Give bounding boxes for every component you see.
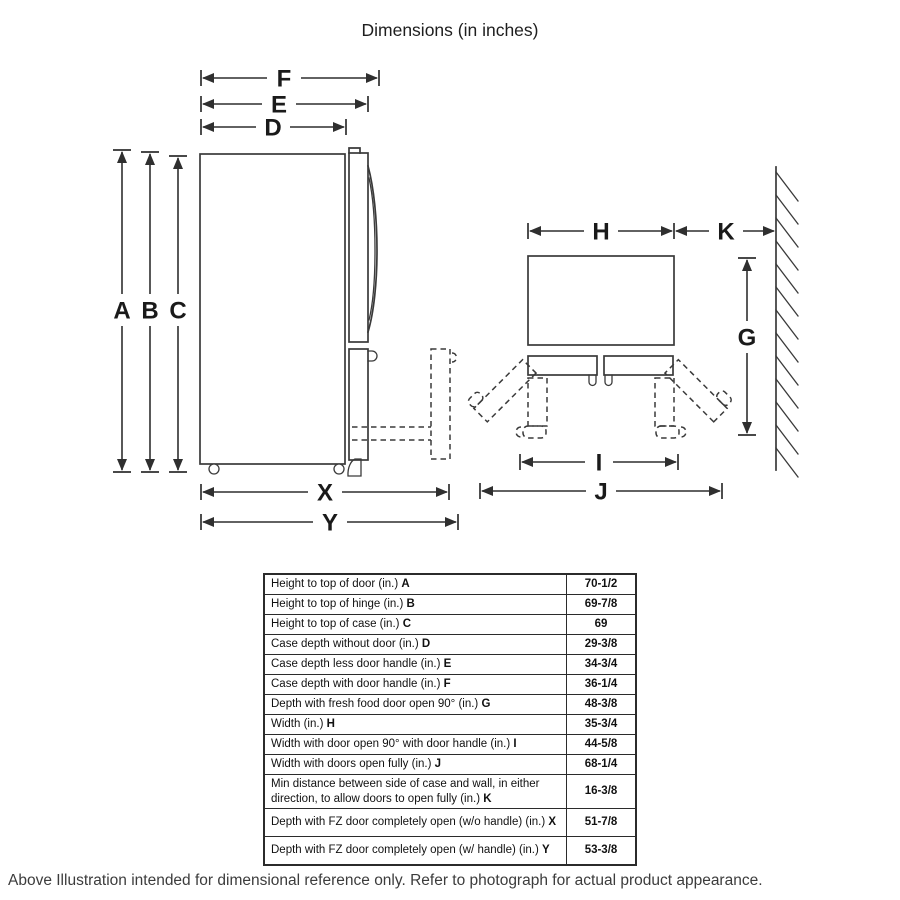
svg-text:G: G <box>737 324 757 352</box>
dimension-label: Width (in.) H <box>264 715 567 735</box>
dimension-letter: A <box>401 578 410 591</box>
svg-text:A: A <box>113 297 131 325</box>
left-door-handle <box>589 375 596 386</box>
dimension-value: 69 <box>567 615 637 635</box>
page-title: Dimensions (in inches) <box>361 20 539 40</box>
svg-text:D: D <box>264 114 282 142</box>
dimension-value: 44-5/8 <box>567 735 637 755</box>
dimension-label: Height to top of case (in.) C <box>264 615 567 635</box>
dimension-letter: I <box>513 738 517 751</box>
dimension-value: 29-3/8 <box>567 635 637 655</box>
left-door-closed <box>528 356 597 375</box>
dimensions-table <box>263 573 637 866</box>
table-row <box>264 635 636 655</box>
dimension-value: 34-3/4 <box>567 655 637 675</box>
dim-E-arrow <box>201 92 368 119</box>
table-row <box>264 735 636 755</box>
footer-note: Above Illustration intended for dimensional reference only. Refer to photograph for actual product appearance. <box>8 872 763 889</box>
dimension-label: Depth with fresh food door open 90° (in.) G <box>264 695 567 715</box>
dim-K-arrow <box>676 219 774 246</box>
dimension-label: Depth with FZ door completely open (w/o handle) (in.) X <box>264 809 567 837</box>
dimension-value: 48-3/8 <box>567 695 637 715</box>
table-row <box>264 837 636 866</box>
svg-text:I: I <box>595 449 603 477</box>
svg-text:F: F <box>276 65 292 93</box>
table-row <box>264 809 636 837</box>
svg-text:B: B <box>141 297 159 325</box>
svg-text:H: H <box>592 218 610 246</box>
dimension-label: Case depth without door (in.) D <box>264 635 567 655</box>
dimension-letter: E <box>443 658 452 671</box>
dimension-letter: F <box>443 678 451 691</box>
right-door-open-full-dashed <box>665 353 734 422</box>
dim-F-arrow <box>201 66 379 93</box>
table-row <box>264 574 636 595</box>
dim-X-arrow <box>201 480 449 507</box>
dimension-letter: J <box>434 758 442 771</box>
dimension-letter: D <box>421 638 431 651</box>
dimension-label: Height to top of hinge (in.) B <box>264 595 567 615</box>
dim-C-arrow <box>169 156 187 472</box>
dim-A-arrow <box>113 150 131 472</box>
dimension-value: 70-1/2 <box>567 574 637 595</box>
dimension-label: Case depth less door handle (in.) E <box>264 655 567 675</box>
dimension-letter: Y <box>542 844 550 857</box>
dimension-label: Height to top of door (in.) A <box>264 574 567 595</box>
svg-text:X: X <box>316 479 334 507</box>
svg-text:C: C <box>169 297 187 325</box>
fridge-case-top <box>528 256 674 345</box>
table-row <box>264 615 636 635</box>
right-door-handle <box>605 375 612 386</box>
dimension-value: 16-3/8 <box>567 775 637 809</box>
fridge-case-side <box>200 154 345 464</box>
table-row <box>264 715 636 735</box>
dimension-value: 69-7/8 <box>567 595 637 615</box>
svg-text:K: K <box>717 218 735 246</box>
open-drawer-handle-dashed <box>452 353 457 362</box>
dimension-label: Min distance between side of case and wall, in either direction, to allow doors to open fully (in.) K <box>264 775 567 809</box>
table-row <box>264 595 636 615</box>
dim-B-arrow <box>141 152 159 472</box>
dim-H-arrow <box>528 219 674 246</box>
dim-J-arrow <box>480 479 722 506</box>
left-door-open-90-dashed <box>516 378 547 438</box>
svg-text:J: J <box>594 478 608 506</box>
table-row <box>264 695 636 715</box>
dimension-value: 53-3/8 <box>567 837 637 866</box>
front-roller-wheel <box>209 464 219 474</box>
dimension-value: 68-1/4 <box>567 755 637 775</box>
dimension-letter: X <box>548 816 557 829</box>
fresh-food-door-side <box>349 148 377 342</box>
right-door-closed <box>604 356 673 375</box>
dimension-label: Width with door open 90° with door handle (in.) I <box>264 735 567 755</box>
door-handle-outer <box>368 166 377 332</box>
dimension-letter: K <box>483 792 492 805</box>
dimension-letter: G <box>481 698 491 711</box>
table-row <box>264 775 636 809</box>
right-door-open-90-dashed <box>655 378 686 438</box>
dim-D-arrow <box>201 115 346 142</box>
dimension-letter: H <box>326 718 335 731</box>
dim-Y-arrow <box>201 510 458 537</box>
dimension-letter: C <box>402 618 411 631</box>
wall-hatch <box>776 167 798 477</box>
table-row <box>264 755 636 775</box>
freezer-drawer-side <box>348 349 377 476</box>
dim-I-arrow <box>520 450 678 477</box>
freezer-door-foot <box>348 459 361 476</box>
dimension-label: Width with doors open fully (in.) J <box>264 755 567 775</box>
dimension-value: 36-1/4 <box>567 675 637 695</box>
svg-text:E: E <box>270 91 288 119</box>
dimension-value: 51-7/8 <box>567 809 637 837</box>
left-door-open-full-dashed <box>467 353 536 422</box>
rear-roller-wheel <box>334 464 344 474</box>
dimension-value: 35-3/4 <box>567 715 637 735</box>
dimension-label: Case depth with door handle (in.) F <box>264 675 567 695</box>
fridge-top-view <box>467 256 734 438</box>
dim-G-arrow <box>738 258 757 435</box>
dimension-letter: B <box>406 598 415 611</box>
table-row <box>264 655 636 675</box>
freezer-handle <box>368 351 377 361</box>
table-row <box>264 675 636 695</box>
svg-text:Y: Y <box>321 509 339 537</box>
dimension-label: Depth with FZ door completely open (w/ handle) (in.) Y <box>264 837 567 866</box>
fridge-side-view <box>200 148 457 476</box>
